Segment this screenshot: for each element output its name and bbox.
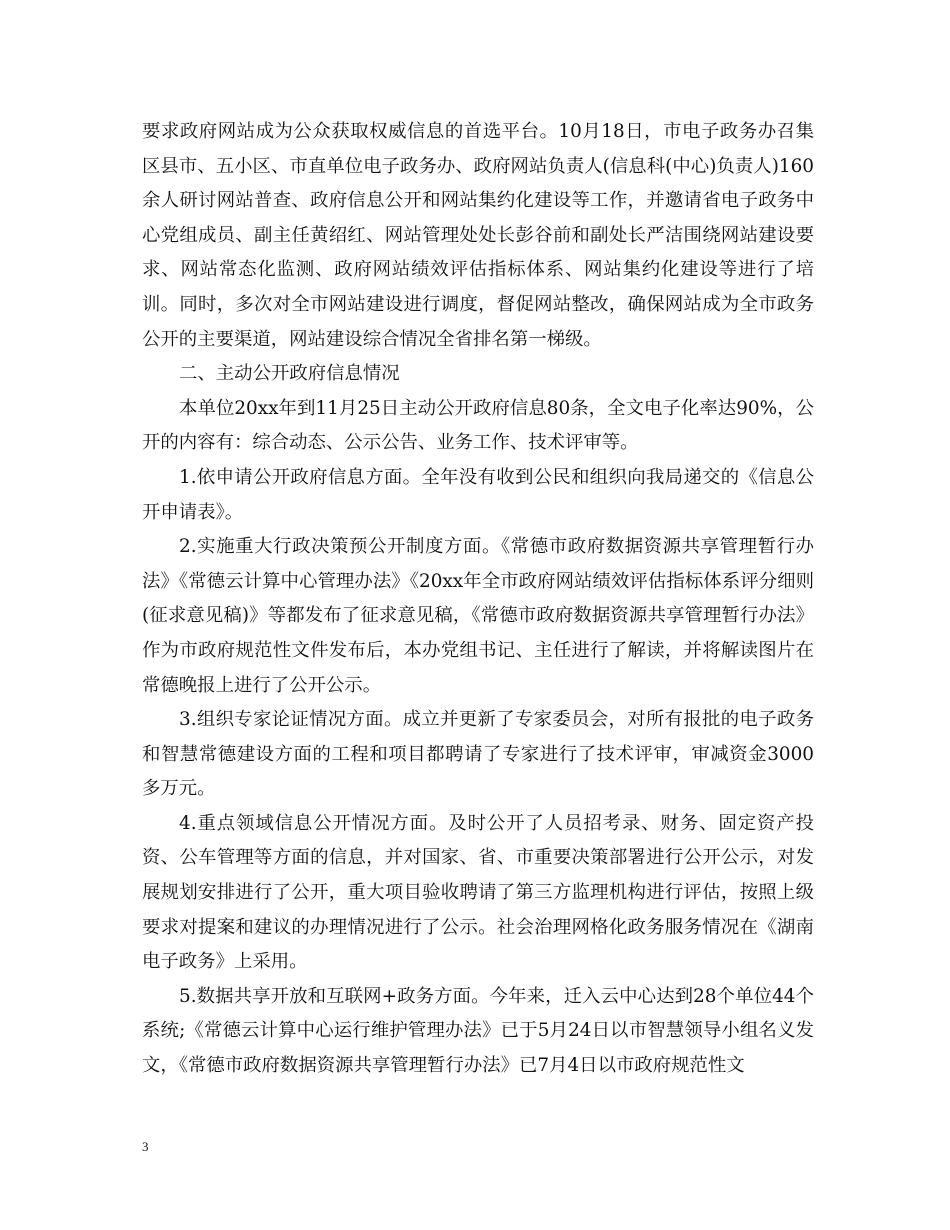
paragraph-item-2: 2.实施重大行政决策预公开制度方面。《常德市政府数据资源共享管理暂行办法》《常德云计算中心管理办法》《20xx年全市政府网站绩效评估指标体系评分细则(征求意见稿)》等都发布了征求意见稿，《常德市政府数据资源共享管理暂行办法》作为市政府规范性文件发布后，本办党组书记、主任进行了解读，并将解读图片在常德晚报上进行了公开公示。 [142,536,814,696]
paragraph-summary: 本单位20xx年到11月25日主动公开政府信息80条，全文电子化率达90%，公开的内容有：综合动态、公示公告、业务工作、技术评审等。 [142,397,814,454]
page-number: 3 [142,1139,149,1154]
paragraph-item-3: 3.组织专家论证情况方面。成立并更新了专家委员会，对所有报批的电子政务和智慧常德建设方面的工程和项目都聘请了专家进行了技术评审，审减资金3000多万元。 [142,709,814,800]
paragraph-item-1: 1.依申请公开政府信息方面。全年没有收到公民和组织向我局递交的《信息公开申请表》。 [142,466,814,523]
paragraph-item-4: 4.重点领域信息公开情况方面。及时公开了人员招考录、财务、固定资产投资、公车管理等方面的信息，并对国家、省、市重要决策部署进行公开公示，对发展规划安排进行了公开，重大项目验收聘请了第三方监理机构进行评估，按照上级要求对提案和建议的办理情况进行了公示。社会治理网格化政务服务情况在《湖南电子政务》上采用。 [142,812,814,973]
body-text [142,115,814,1084]
paragraph-1: 要求政府网站成为公众获取权威信息的首选平台。10月18日，市电子政务办召集区县市、五小区、市直单位电子政务办、政府网站负责人(信息科(中心)负责人)160余人研讨网站普查、政府信息公开和网站集约化建设等工作，并邀请省电子政务中心党组成员、副主任黄绍红、网站管理处处长彭谷前和副处长严洁围绕网站建设要求、网站常态化监测、政府网站绩效评估指标体系、网站集约化建设等进行了培训。同时，多次对全市网站建设进行调度，督促网站整改，确保网站成为全市政务公开的主要渠道，网站建设综合情况全省排名第一梯级。 [142,121,814,350]
section-heading: 二、主动公开政府信息情况 [179,363,400,385]
paragraph-item-5: 5.数据共享开放和互联网+政务方面。今年来，迁入云中心达到28个单位44个系统;《常德云计算中心运行维护管理办法》已于5月24日以市智慧领导小组名义发文，《常德市政府数据资源共享管理暂行办法》已7月4日以市政府规范性文 [142,985,814,1077]
